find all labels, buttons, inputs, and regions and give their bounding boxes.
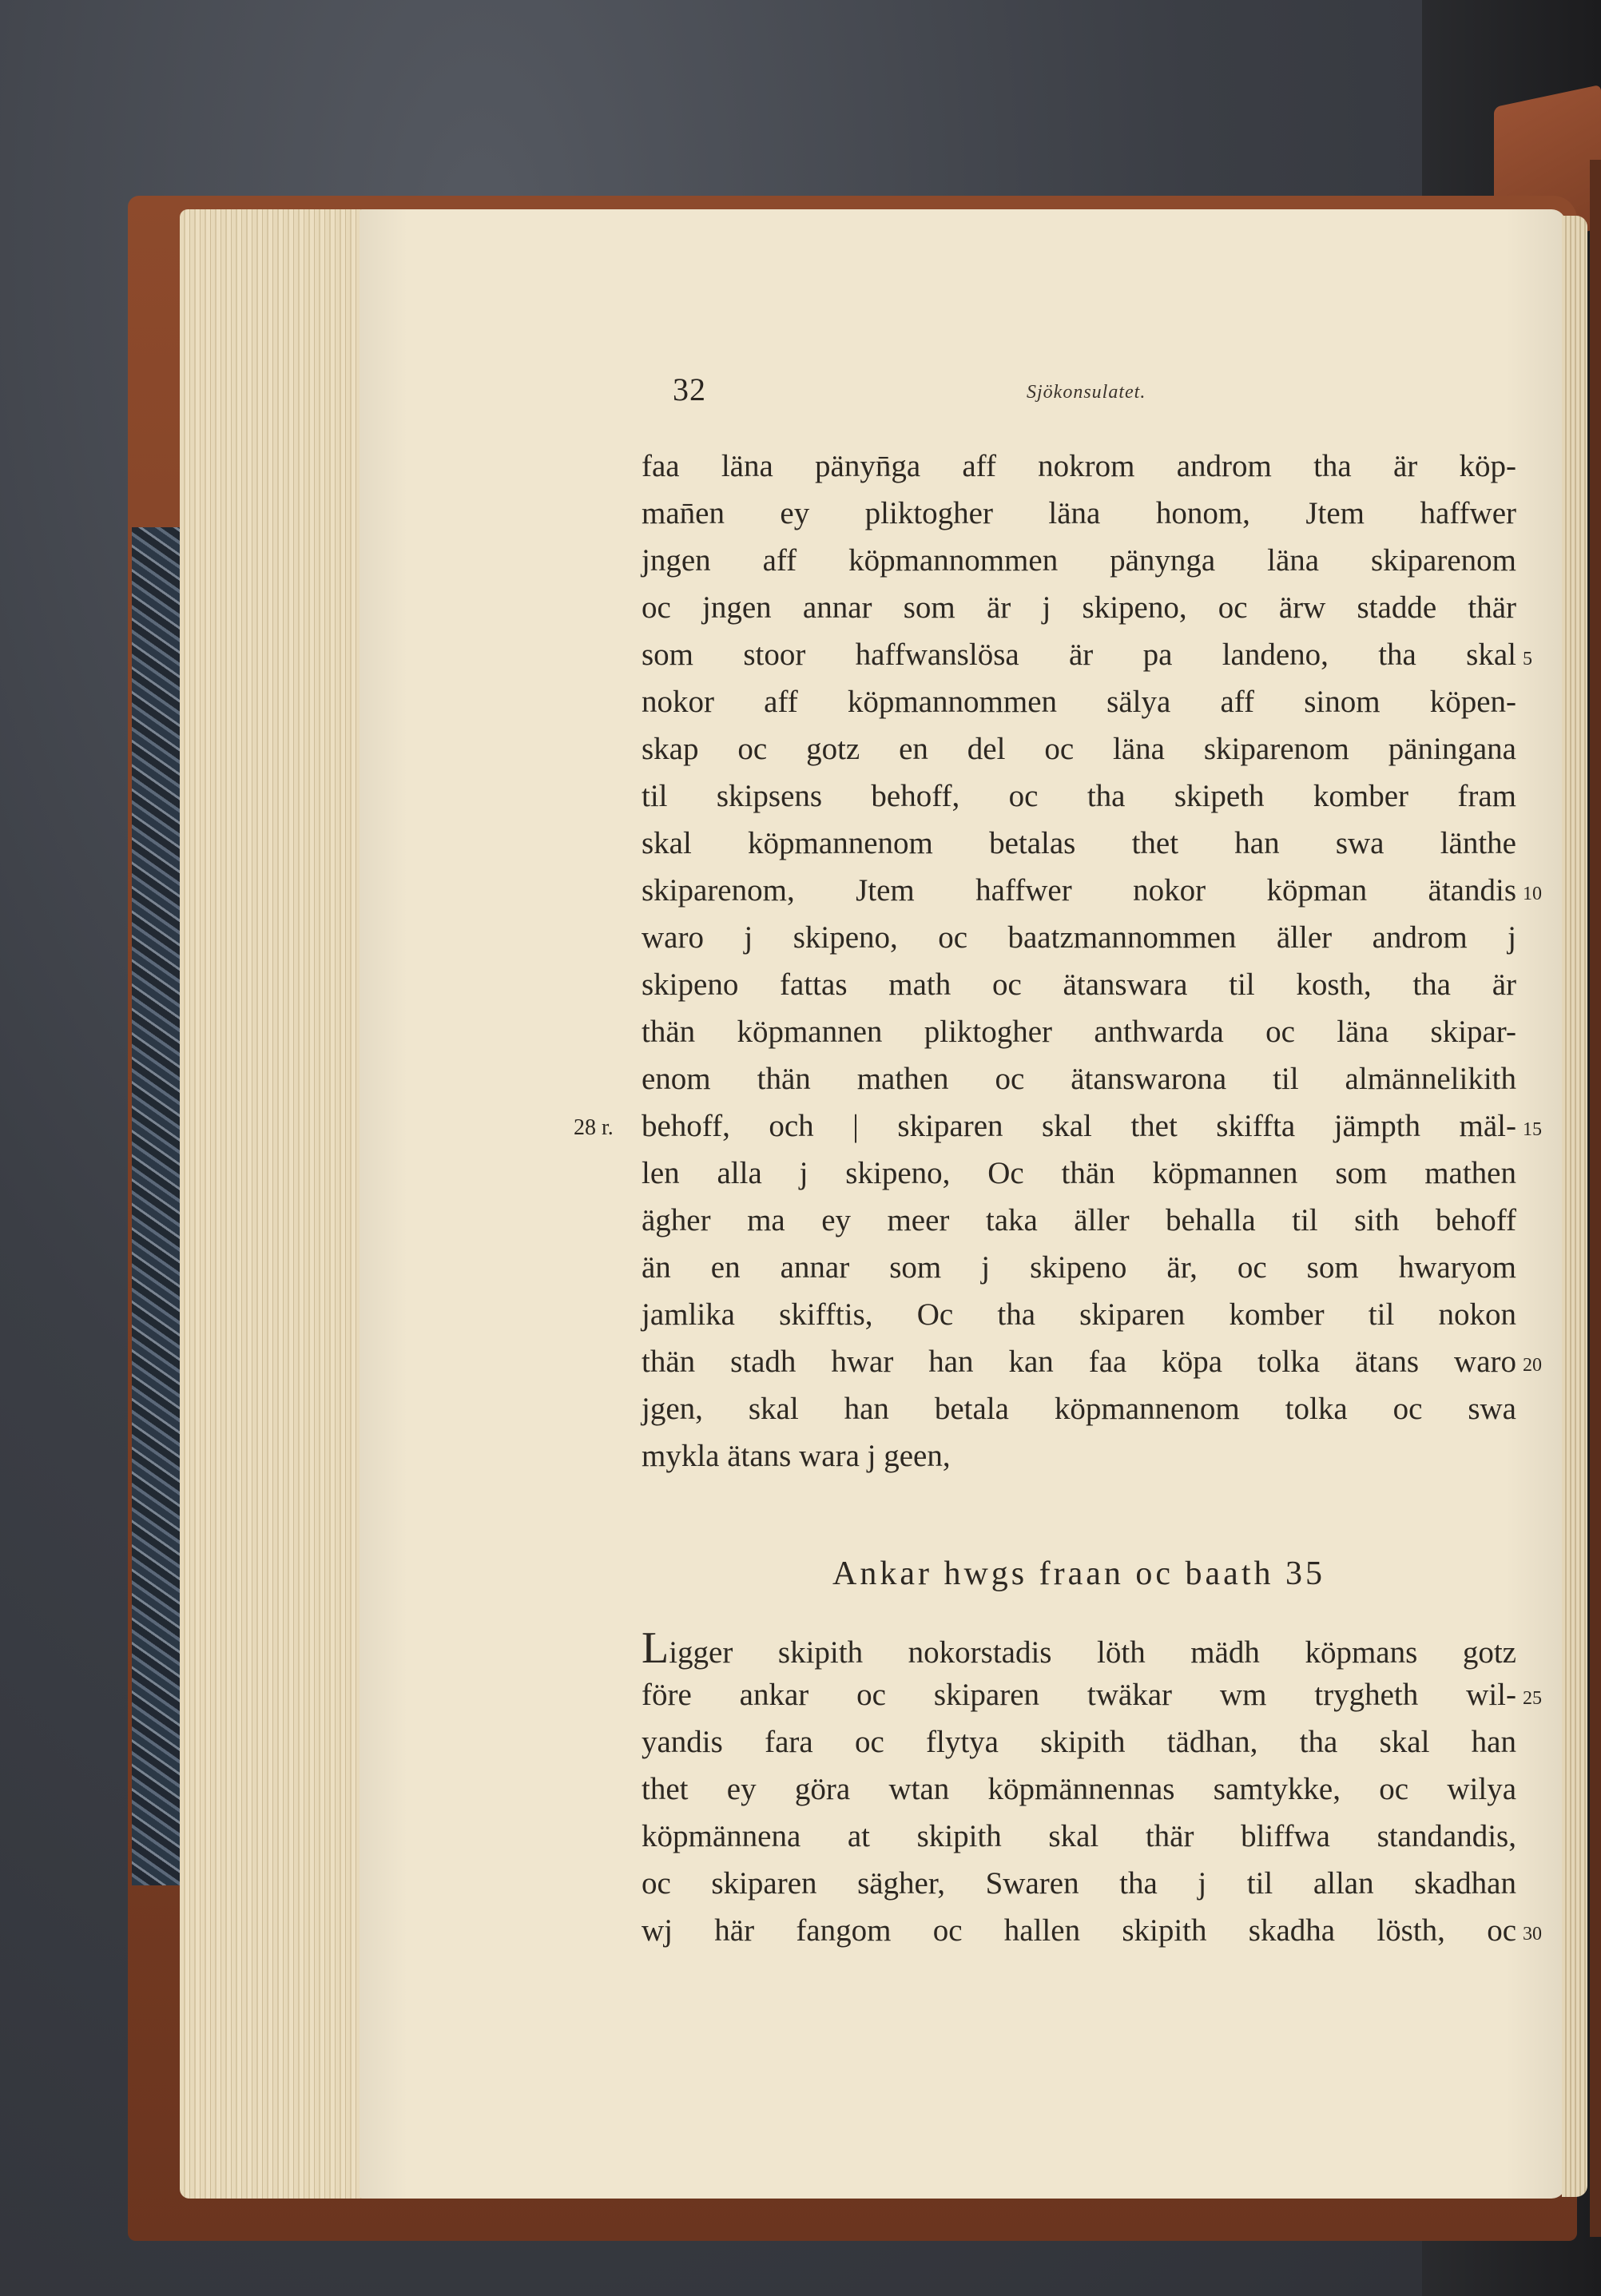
text-line: yandis fara oc flytya skipith tädhan, tha skal han <box>642 1725 1516 1759</box>
line-number: 10 <box>1523 884 1542 904</box>
text-line-rest: igger skipith nokorstadis löth mädh köpmans gotz <box>669 1635 1516 1670</box>
page-edges-right <box>1562 216 1587 2197</box>
text-line: jgen, skal han betala köpmannenom tolka oc swa <box>642 1392 1516 1426</box>
running-head: Sjökonsulatet. <box>1027 382 1146 403</box>
folio-mark: 28 r. <box>574 1115 614 1140</box>
section-heading: Ankar hwgs fraan oc baath 35 <box>832 1555 1325 1592</box>
text-line: thet ey göra wtan köpmännennas samtykke, oc wilya <box>642 1772 1516 1806</box>
text-line: til skipsens behoff, oc tha skipeth komber fram <box>642 779 1516 813</box>
text-line: oc jngen annar som är j skipeno, oc ärw stadde thär <box>642 590 1516 625</box>
page-number: 32 <box>673 371 706 407</box>
text-line: behoff, och | skiparen skal thet skiffta jämpth mäl- <box>642 1109 1516 1143</box>
drop-initial: L <box>642 1623 669 1673</box>
line-number: 25 <box>1523 1688 1542 1709</box>
text-line: nokor aff köpmannommen sälya aff sinom köpen- <box>642 685 1516 719</box>
text-line: man̄en ey pliktogher läna honom, Jtem haffwer <box>642 496 1516 530</box>
line-number: 30 <box>1523 1924 1542 1944</box>
text-line-first <box>642 1623 1516 1673</box>
text-line: oc skiparen sägher, Swaren tha j til allan skadhan <box>642 1866 1516 1901</box>
text-line: ägher ma ey meer taka äller behalla til sith behoff <box>642 1203 1516 1237</box>
line-number: 5 <box>1523 649 1532 669</box>
text-line: skiparenom, Jtem haffwer nokor köpman ätandis <box>642 873 1516 908</box>
text-line: köpmännena at skipith skal thär bliffwa standandis, <box>642 1819 1516 1853</box>
text-line: enom thän mathen oc ätanswarona til almännelikith <box>642 1062 1516 1096</box>
text-line: före ankar oc skiparen twäkar wm trygheth wil- <box>642 1678 1516 1712</box>
text-line: än en annar som j skipeno är, oc som hwaryom <box>642 1250 1516 1285</box>
text-line: mykla ätans wara j geen, <box>642 1439 951 1473</box>
text-line: len alla j skipeno, Oc thän köpmannen som mathen <box>642 1156 1516 1190</box>
text-line: skap oc gotz en del oc läna skiparenom päningana <box>642 732 1516 766</box>
text-line: jngen aff köpmannommen pänynga läna skiparenom <box>642 543 1516 578</box>
text-line: thän köpmannen pliktogher anthwarda oc läna skipar- <box>642 1015 1516 1049</box>
text-line: skipeno fattas math oc ätanswara til kosth, tha är <box>642 967 1516 1002</box>
book-spine <box>1590 160 1601 2237</box>
line-number: 20 <box>1523 1355 1542 1376</box>
text-line: som stoor haffwanslösa är pa landeno, tha skal <box>642 638 1516 672</box>
page-edges-left <box>180 209 367 2199</box>
text-line: jamlika skifftis, Oc tha skiparen komber til nokon <box>642 1297 1516 1332</box>
line-number: 15 <box>1523 1119 1542 1140</box>
marbled-edge <box>132 527 181 1885</box>
text-line: skal köpmannenom betalas thet han swa länthe <box>642 826 1516 860</box>
text-line: waro j skipeno, oc baatzmannommen äller androm j <box>642 920 1516 955</box>
text-line: thän stadh hwar han kan faa köpa tolka ätans waro <box>642 1345 1516 1379</box>
text-line: faa läna pänyn̄ga aff nokrom androm tha är köp- <box>642 449 1516 483</box>
text-line: wj här fangom oc hallen skipith skadha lösth, oc <box>642 1913 1516 1948</box>
